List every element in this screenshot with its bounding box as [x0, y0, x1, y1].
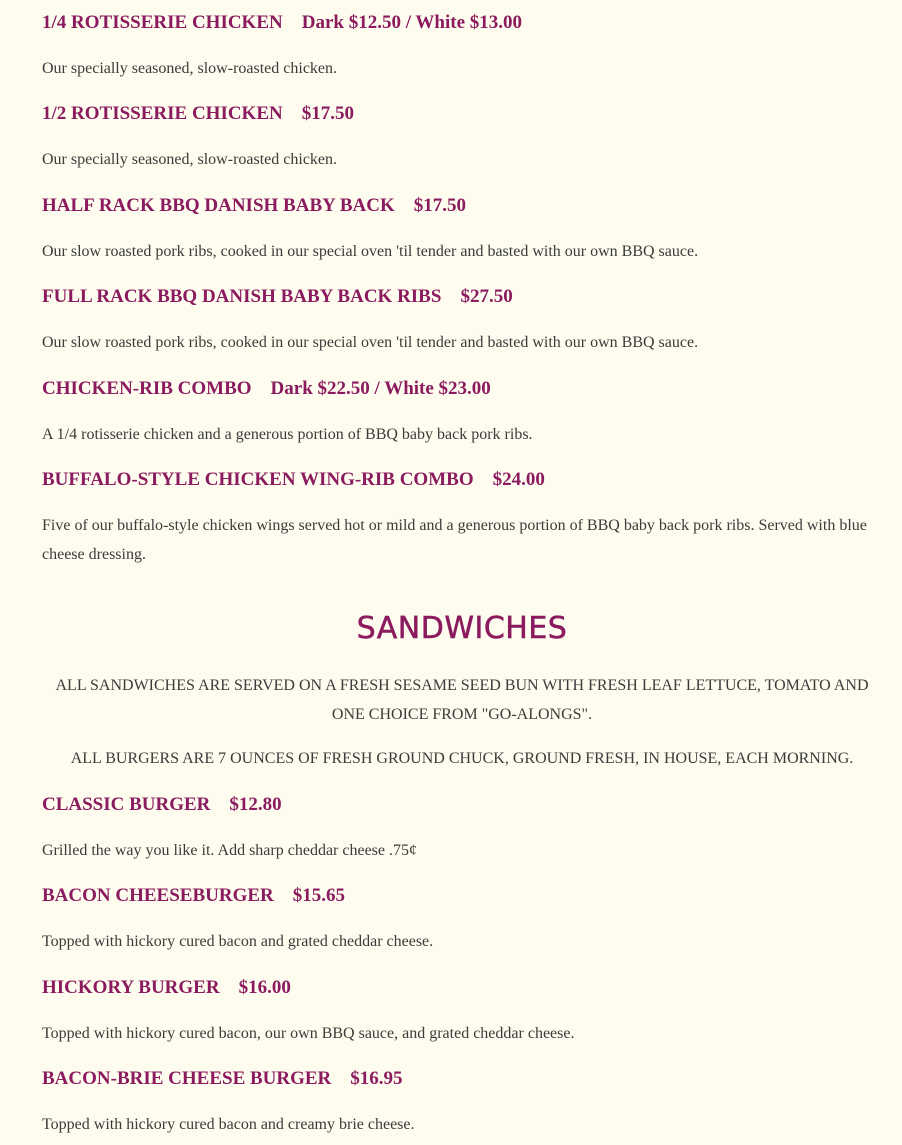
item-title [42, 195, 466, 217]
item-title [42, 469, 545, 491]
menu-item [42, 794, 282, 816]
item-price: $17.50 [413, 195, 467, 216]
item-description: Grilled the way you like it. Add sharp cheddar cheese .75¢ [42, 842, 417, 859]
item-title [42, 1068, 403, 1090]
item-description: Topped with hickory cured bacon, our own BBQ sauce, and grated cheddar cheese. [42, 1025, 575, 1042]
menu-item [42, 195, 466, 217]
sandwich-notice: ALL SANDWICHES ARE SERVED ON A FRESH SESAME SEED BUN WITH FRESH LEAF LETTUCE, TOMATO AND ONE CHOICE FROM "GO-ALONGS". [55, 677, 869, 723]
menu-item [42, 1068, 403, 1090]
menu-item [42, 977, 291, 999]
item-price: $24.00 [492, 469, 545, 490]
item-name: CHICKEN-RIB COMBO [42, 378, 252, 399]
item-description: Our specially seasoned, slow-roasted chicken. [42, 60, 338, 77]
item-name: FULL RACK BBQ DANISH BABY BACK RIBS [42, 286, 442, 307]
item-price: $16.95 [350, 1068, 403, 1089]
item-name: 1/2 ROTISSERIE CHICKEN [42, 103, 283, 124]
item-description: Topped with hickory cured bacon and grated cheddar cheese. [42, 933, 434, 950]
item-description: A 1/4 rotisserie chicken and a generous portion of BBQ baby back pork ribs. [42, 426, 533, 443]
item-price: $27.50 [460, 286, 513, 307]
item-name: BACON CHEESEBURGER [42, 885, 274, 906]
item-title [42, 378, 491, 400]
item-price: $17.50 [301, 103, 354, 124]
item-price: $16.00 [238, 977, 291, 998]
item-title [42, 103, 354, 125]
menu-item [42, 378, 491, 400]
menu-item [42, 103, 354, 125]
item-name: HALF RACK BBQ DANISH BABY BACK [42, 195, 395, 216]
item-name: CLASSIC BURGER [42, 794, 211, 815]
item-description: Our slow roasted pork ribs, cooked in our special oven 'til tender and basted with our own BBQ sauce. [42, 334, 699, 351]
item-description: Our slow roasted pork ribs, cooked in our special oven 'til tender and basted with our own BBQ sauce. [42, 243, 699, 260]
item-price: Dark $22.50 / White $23.00 [270, 378, 491, 399]
menu-item [42, 469, 545, 491]
item-name: HICKORY BURGER [42, 977, 220, 998]
item-description: Topped with hickory cured bacon and creamy brie cheese. [42, 1116, 415, 1133]
menu-item [42, 885, 345, 907]
item-name: BACON-BRIE CHEESE BURGER [42, 1068, 332, 1089]
item-name: 1/4 ROTISSERIE CHICKEN [42, 12, 283, 33]
item-title [42, 794, 282, 816]
item-price: $15.65 [292, 885, 345, 906]
menu-item [42, 286, 513, 308]
item-title [42, 885, 345, 907]
item-price: Dark $12.50 / White $13.00 [301, 12, 522, 33]
item-description: Five of our buffalo-style chicken wings served hot or mild and a generous portion of BBQ baby back pork ribs. Served with blue cheese dressing. [42, 517, 867, 563]
item-price: $12.80 [229, 794, 282, 815]
burger-notice: ALL BURGERS ARE 7 OUNCES OF FRESH GROUND CHUCK, GROUND FRESH, IN HOUSE, EACH MORNING. [70, 750, 854, 767]
item-title [42, 286, 513, 308]
item-description: Our specially seasoned, slow-roasted chicken. [42, 151, 338, 168]
item-title [42, 12, 522, 34]
item-name: BUFFALO-STYLE CHICKEN WING-RIB COMBO [42, 469, 474, 490]
section-heading: SANDWICHES [356, 611, 568, 646]
item-title [42, 977, 291, 999]
menu-item [42, 12, 522, 34]
